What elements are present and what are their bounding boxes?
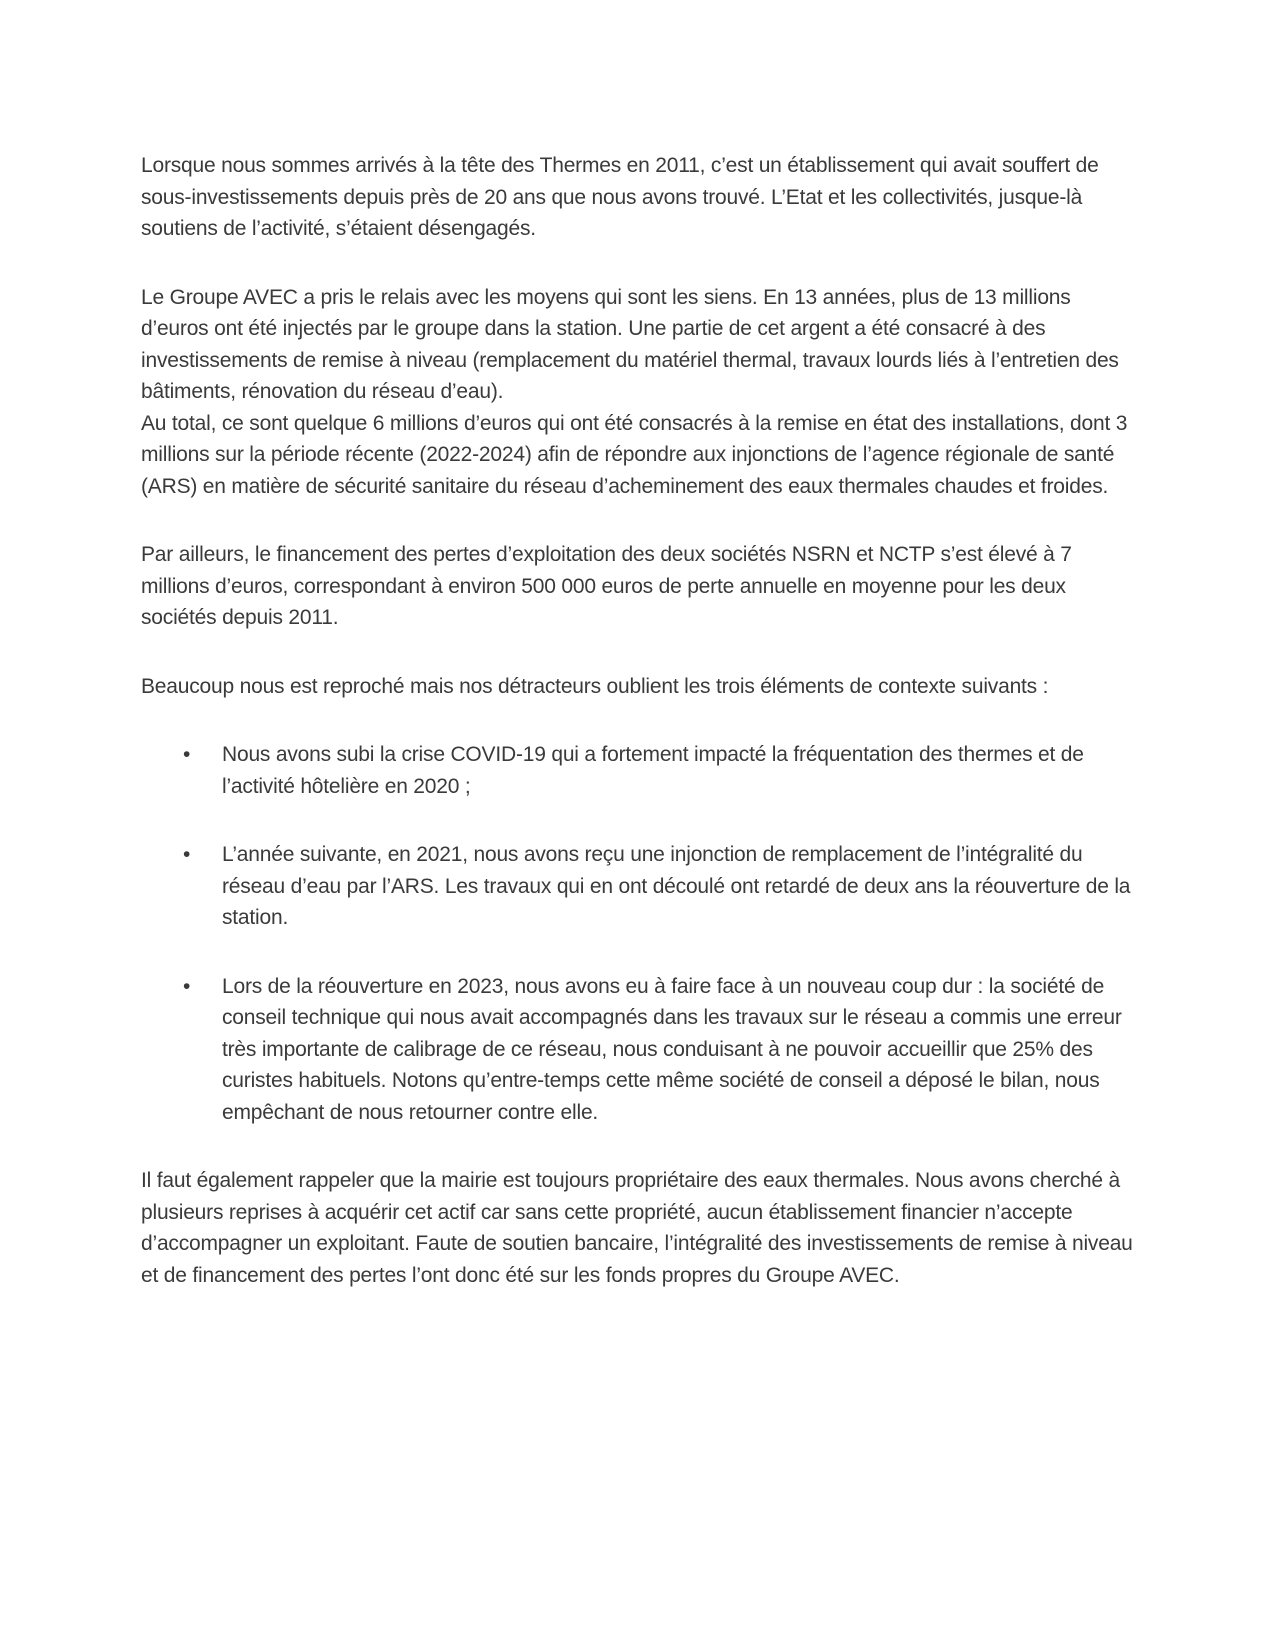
- paragraph-mairie-eaux-thermales: Il faut également rappeler que la mairie est toujours propriétaire des eaux thermales. Nous avons cherché à plusieurs reprises à acquérir cet actif car sans cette propriété, aucun établissement financier n’accepte d’accompagner un exploitant. Faute de soutien bancaire, l’intégralité des investissements de remise à niveau et de financement des pertes l’ont donc été sur les fonds propres du Groupe AVEC.: [141, 1169, 1133, 1287]
- paragraph-au-total-remise-en-etat: Au total, ce sont quelque 6 millions d’euros qui ont été consacrés à la remise en état des installations, dont 3 millions sur la période récente (2022-2024) afin de répondre aux injonctions de l’agence régionale de santé (ARS) en matière de sécurité sanitaire du réseau d’acheminement des eaux thermales chaudes et froides.: [141, 411, 1128, 498]
- paragraph-groupe-avec-investissements: Le Groupe AVEC a pris le relais avec les moyens qui sont les siens. En 13 années, plus de 13 millions d’euros ont été injectés par le groupe dans la station. Une partie de cet argent a été consacré à des investissements de remise à niveau (remplacement du matériel thermal, travaux lourds liés à l’entretien des bâtiments, rénovation du réseau d’eau).: [141, 285, 1119, 403]
- bullet-icon: •: [183, 974, 191, 998]
- context-bullet-list: [141, 739, 1135, 1128]
- bullet-icon: •: [183, 743, 191, 766]
- list-item-reouverture-2023: [141, 971, 1135, 1129]
- paragraph-elements-de-contexte: Beaucoup nous est reproché mais nos détracteurs oublient les trois éléments de contexte suivants :: [141, 674, 1049, 698]
- bullet-icon: •: [183, 843, 191, 866]
- paragraph-intro-thermes-2011: Lorsque nous sommes arrivés à la tête des Thermes en 2011, c’est un établissement qui avait souffert de sous-investissements depuis près de 20 ans que nous avons trouvé. L’Etat et les collectivités, jusque-là soutiens de l’activité, s’étaient désengagés.: [141, 154, 1099, 240]
- paragraph-financement-pertes: Par ailleurs, le financement des pertes d’exploitation des deux sociétés NSRN et NCTP s’est élevé à 7 millions d’euros, correspondant à environ 500 000 euros de perte annuelle en moyenne pour les deux sociétés depuis 2011.: [141, 543, 1072, 629]
- list-item-injonction-ars: [141, 839, 1135, 934]
- list-item-text: Lors de la réouverture en 2023, nous avons eu à faire face à un nouveau coup dur : la société de conseil technique qui nous avait accompagnés dans les travaux sur le réseau a commis une erreur très importante de calibrage de ce réseau, nous conduisant à ne pouvoir accueillir que 25% des curistes habituels. Notons qu’entre-temps cette même société de conseil a déposé le bilan, nous empêchant de nous retourner contre elle.: [222, 974, 1122, 1124]
- list-item-text: Nous avons subi la crise COVID-19 qui a fortement impacté la fréquentation des thermes et de l’activité hôtelière en 2020 ;: [222, 743, 1084, 798]
- list-item-text: L’année suivante, en 2021, nous avons reçu une injonction de remplacement de l’intégralité du réseau d’eau par l’ARS. Les travaux qui en ont découlé ont retardé de deux ans la réouverture de la station.: [222, 843, 1131, 929]
- list-item-covid: [141, 739, 1135, 802]
